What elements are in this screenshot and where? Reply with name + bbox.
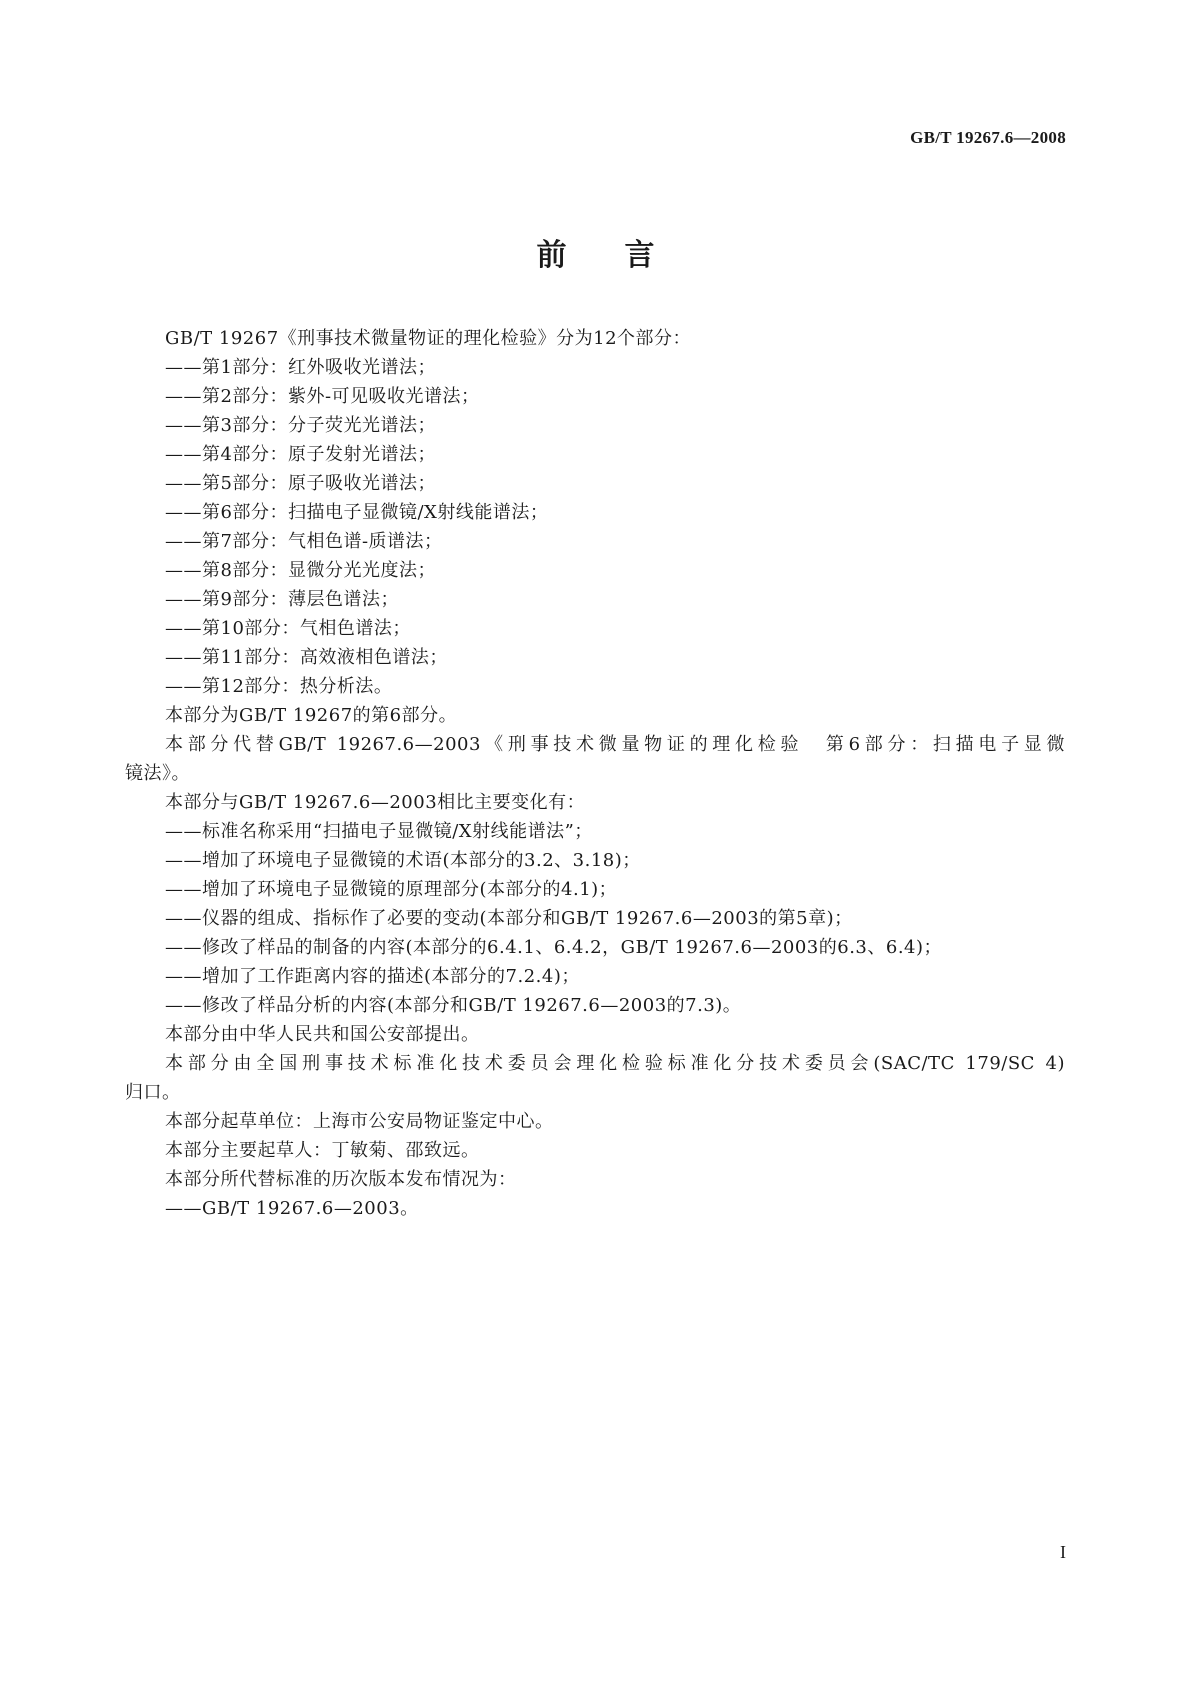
part-item: ——第3部分：分子荧光光谱法； (165, 415, 436, 436)
part-item: ——第9部分：薄层色谱法； (165, 589, 399, 610)
change-item: ——仪器的组成、指标作了必要的变动(本部分和GB/T 19267.6—2003的第5章)； (165, 908, 853, 929)
part-item: ——第11部分：高效液相色谱法； (165, 647, 448, 668)
drafting-unit-paragraph: 本部分起草单位：上海市公安局物证鉴定中心。 (165, 1111, 554, 1132)
part-of-paragraph: 本部分为GB/T 19267的第6部分。 (165, 705, 458, 726)
centralized-paragraph-line2: 归口。 (125, 1082, 181, 1103)
part-item: ——第12部分：热分析法。 (165, 676, 393, 697)
part-item: ——第2部分：紫外-可见吸收光谱法； (165, 386, 480, 407)
history-intro: 本部分所代替标准的历次版本发布情况为： (165, 1169, 517, 1190)
change-item: ——增加了环境电子显微镜的术语(本部分的3.2、3.18)； (165, 850, 641, 871)
change-item: ——标准名称采用“扫描电子显微镜/X射线能谱法”； (165, 821, 593, 842)
centralized-paragraph-line1: 本部分由全国刑事技术标准化技术委员会理化检验标准化分技术委员会(SAC/TC 179/SC 4) (165, 1053, 1065, 1074)
part-item: ——第5部分：原子吸收光谱法； (165, 473, 436, 494)
page-number: I (1060, 1542, 1066, 1562)
part-item: ——第6部分：扫描电子显微镜/X射线能谱法； (165, 502, 549, 523)
replaces-paragraph-line1: 本部分代替GB/T 19267.6—2003《刑事技术微量物证的理化检验 第6部分：扫描电子显微 (165, 734, 1065, 755)
part-item: ——第8部分：显微分光光度法； (165, 560, 436, 581)
part-item: ——第1部分：红外吸收光谱法； (165, 357, 436, 378)
page-title: 前言 (536, 238, 713, 273)
drafters-paragraph: 本部分主要起草人：丁敏菊、邵致远。 (165, 1140, 480, 1161)
part-item: ——第7部分：气相色谱-质谱法； (165, 531, 443, 552)
part-item: ——第10部分：气相色谱法； (165, 618, 411, 639)
change-item: ——修改了样品的制备的内容(本部分的6.4.1、6.4.2，GB/T 19267.6—2003的6.3、6.4)； (165, 937, 943, 958)
part-item: ——第4部分：原子发射光谱法； (165, 444, 436, 465)
history-item: ——GB/T 19267.6—2003。 (165, 1198, 419, 1219)
standard-code: GB/T 19267.6—2008 (910, 128, 1066, 147)
proposed-by-paragraph: 本部分由中华人民共和国公安部提出。 (165, 1024, 480, 1045)
change-item: ——增加了工作距离内容的描述(本部分的7.2.4)； (165, 966, 580, 987)
changes-intro: 本部分与GB/T 19267.6—2003相比主要变化有： (165, 792, 586, 813)
intro-paragraph: GB/T 19267《刑事技术微量物证的理化检验》分为12个部分： (165, 328, 692, 349)
replaces-paragraph-line2: 镜法》。 (125, 763, 190, 784)
change-item: ——修改了样品分析的内容(本部分和GB/T 19267.6—2003的7.3)。 (165, 995, 742, 1016)
change-item: ——增加了环境电子显微镜的原理部分(本部分的4.1)； (165, 879, 618, 900)
